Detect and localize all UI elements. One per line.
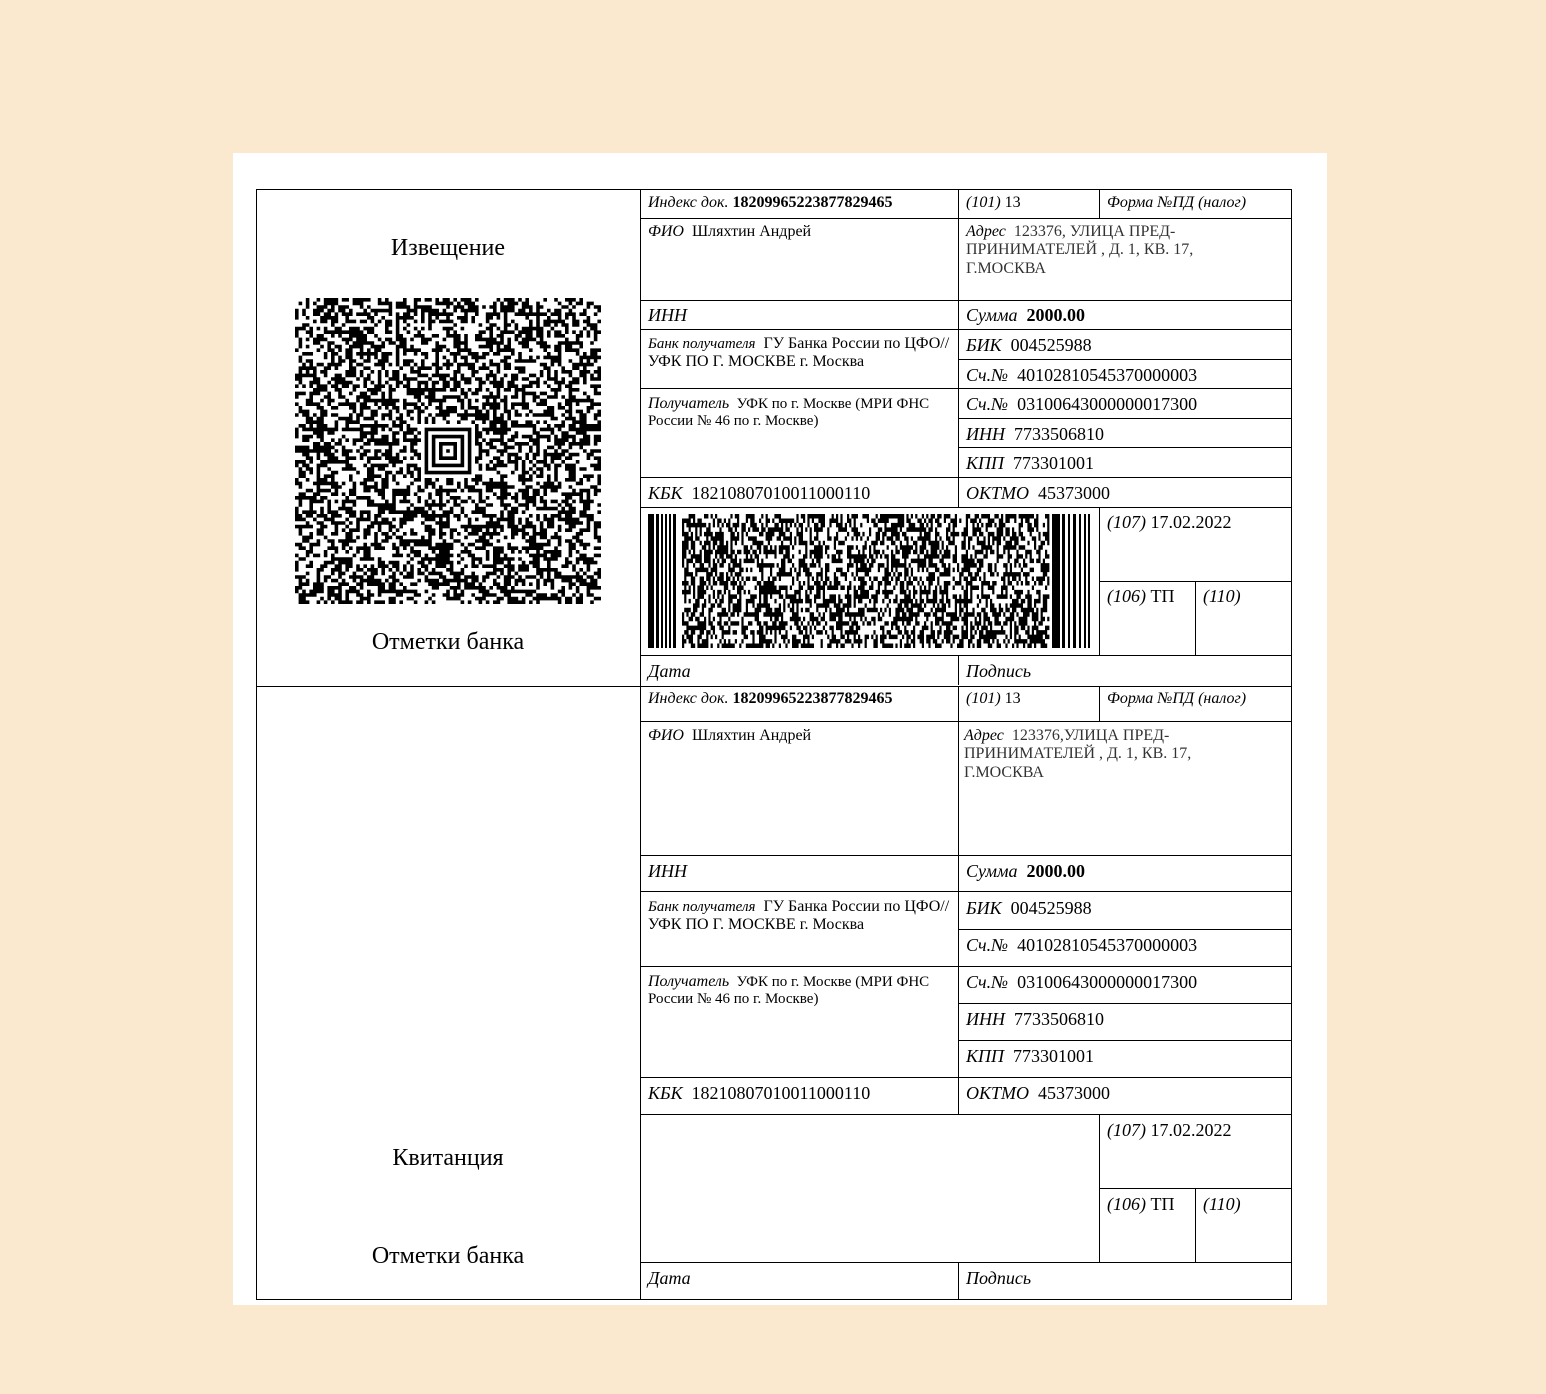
qr-code-icon xyxy=(295,298,601,604)
recipient-inn-value: 7733506810 xyxy=(1014,1009,1104,1029)
kpp-value: 773301001 xyxy=(1012,453,1094,473)
notice-field-107 xyxy=(1107,513,1232,531)
kbk-value: 18210807010011000110 xyxy=(691,1083,871,1103)
sum-label: Сумма xyxy=(966,861,1018,881)
bik-value: 004525988 xyxy=(1010,335,1092,355)
rule xyxy=(1195,581,1196,656)
address-label: Адрес xyxy=(964,727,1004,744)
notice-recipient xyxy=(648,395,948,431)
notice-field-101 xyxy=(966,195,1021,211)
recipient-inn-label: ИНН xyxy=(966,1009,1005,1029)
field-106-value: ТП xyxy=(1150,586,1175,606)
date-label: Дата xyxy=(648,661,691,681)
rule xyxy=(958,1003,1291,1004)
rule xyxy=(640,1262,1291,1263)
index-label: Индекс док. xyxy=(648,690,729,707)
rule xyxy=(958,929,1291,930)
account1-value: 40102810545370000003 xyxy=(1017,365,1198,385)
field-106-label: (106) xyxy=(1107,1194,1146,1214)
notice-bik xyxy=(966,336,1092,354)
account2-label: Сч.№ xyxy=(966,394,1009,414)
notice-heading: Извещение xyxy=(390,235,506,261)
notice-bank-marks: Отметки банка xyxy=(371,629,525,655)
rule xyxy=(640,655,1291,656)
kbk-label: КБК xyxy=(648,483,683,503)
receipt-account1 xyxy=(966,936,1197,954)
bank-value: ГУ Банка России по ЦФО//УФК ПО Г. МОСКВЕ г. Москва xyxy=(648,335,950,371)
kpp-value: 773301001 xyxy=(1012,1046,1094,1066)
fio-label: ФИО xyxy=(648,727,684,744)
sum-value: 2000.00 xyxy=(1026,305,1086,325)
account1-label: Сч.№ xyxy=(966,935,1009,955)
bik-label: БИК xyxy=(966,898,1002,918)
rule xyxy=(640,891,1291,892)
rule xyxy=(640,477,1291,478)
field-101-label: (101) xyxy=(966,194,1001,211)
inn-label: ИНН xyxy=(648,305,687,325)
oktmo-value: 45373000 xyxy=(1037,483,1110,503)
field-110-label: (110) xyxy=(1203,1194,1241,1214)
receipt-header-divider xyxy=(1099,686,1100,722)
receipt-account2 xyxy=(966,973,1197,991)
receipt-heading: Квитанция xyxy=(392,1145,504,1171)
field-101-value: 13 xyxy=(1004,690,1021,707)
date-label: Дата xyxy=(648,1268,691,1288)
oktmo-value: 45373000 xyxy=(1037,1083,1110,1103)
field-107-label: (107) xyxy=(1107,1120,1146,1140)
receipt-sum xyxy=(966,862,1085,880)
rule xyxy=(958,447,1291,448)
rule xyxy=(640,300,1291,301)
index-value: 18209965223877829465 xyxy=(732,690,893,707)
oktmo-label: ОКТМО xyxy=(966,483,1029,503)
receipt-fio xyxy=(648,728,811,744)
notice-header-divider xyxy=(1099,190,1100,219)
recipient-label: Получатель xyxy=(648,395,730,412)
notice-kbk xyxy=(648,484,870,502)
receipt-inner-divider xyxy=(958,686,959,1114)
rule xyxy=(958,1040,1291,1041)
receipt-field-107 xyxy=(1107,1121,1232,1139)
notice-bank xyxy=(648,335,954,372)
fio-label: ФИО xyxy=(648,223,684,240)
receipt-recipient-inn xyxy=(966,1010,1104,1028)
barcode-icon xyxy=(648,514,1092,648)
receipt-recipient xyxy=(648,973,948,1009)
kbk-value: 18210807010011000110 xyxy=(691,483,871,503)
notice-index xyxy=(648,195,892,211)
signature-label: Подпись xyxy=(966,1268,1032,1288)
receipt-bik xyxy=(966,899,1092,917)
field-107-label: (107) xyxy=(1107,512,1146,532)
field-107-value: 17.02.2022 xyxy=(1150,512,1232,532)
recipient-value: УФК по г. Москве (МРИ ФНС России № 46 по г. Москве) xyxy=(648,974,930,1008)
field-106-label: (106) xyxy=(1107,586,1146,606)
receipt-field-101 xyxy=(966,691,1021,707)
rule xyxy=(640,329,1291,330)
rule xyxy=(640,1114,1291,1115)
recipient-inn-value: 7733506810 xyxy=(1014,424,1104,444)
rule xyxy=(958,418,1291,419)
rule xyxy=(1099,1114,1100,1263)
account2-label: Сч.№ xyxy=(966,972,1009,992)
recipient-value: УФК по г. Москве (МРИ ФНС России № 46 по г. Москве) xyxy=(648,396,930,430)
notice-account2 xyxy=(966,395,1197,413)
bik-value: 004525988 xyxy=(1010,898,1092,918)
rule xyxy=(640,218,1291,219)
section-divider xyxy=(257,686,1291,687)
address-label: Адрес xyxy=(966,223,1006,240)
field-106-value: ТП xyxy=(1150,1194,1175,1214)
receipt-bank-marks: Отметки банка xyxy=(371,1243,525,1269)
rule xyxy=(640,388,1291,389)
bank-label: Банк получателя xyxy=(648,336,756,352)
recipient-label: Получатель xyxy=(648,973,730,990)
sum-value: 2000.00 xyxy=(1026,861,1086,881)
receipt-field-106 xyxy=(1107,1195,1175,1213)
account2-value: 03100643000000017300 xyxy=(1017,394,1198,414)
field-110-label: (110) xyxy=(1203,586,1241,606)
rule xyxy=(640,507,1291,508)
account2-value: 03100643000000017300 xyxy=(1017,972,1198,992)
kpp-label: КПП xyxy=(966,1046,1004,1066)
rule xyxy=(958,359,1291,360)
recipient-inn-label: ИНН xyxy=(966,424,1005,444)
kbk-label: КБК xyxy=(648,1083,683,1103)
fio-value: Шляхтин Андрей xyxy=(691,223,812,240)
address-value: 123376, УЛИЦА ПРЕД-ПРИНИМАТЕЛЕЙ , Д. 1, КВ. 17, Г.МОСКВА xyxy=(966,223,1194,277)
form-label: Форма №ПД (налог) xyxy=(1107,690,1247,707)
rule xyxy=(1195,1188,1196,1263)
receipt-bank xyxy=(648,898,954,935)
rule xyxy=(640,966,1291,967)
receipt-address xyxy=(964,727,1264,782)
field-101-label: (101) xyxy=(966,690,1001,707)
form-label: Форма №ПД (налог) xyxy=(1107,194,1247,211)
notice-kpp xyxy=(966,454,1094,472)
column-divider xyxy=(640,190,641,1299)
rule xyxy=(640,1077,1291,1078)
field-107-value: 17.02.2022 xyxy=(1150,1120,1232,1140)
receipt-kpp xyxy=(966,1047,1094,1065)
fio-value: Шляхтин Андрей xyxy=(691,727,812,744)
rule xyxy=(640,855,1291,856)
receipt-kbk xyxy=(648,1084,870,1102)
bank-value: ГУ Банка России по ЦФО//УФК ПО Г. МОСКВЕ г. Москва xyxy=(648,898,950,934)
account1-label: Сч.№ xyxy=(966,365,1009,385)
rule xyxy=(640,721,1291,722)
notice-sum xyxy=(966,306,1085,324)
index-value: 18209965223877829465 xyxy=(732,194,893,211)
notice-fio xyxy=(648,224,811,240)
signature-label: Подпись xyxy=(966,661,1032,681)
index-label: Индекс док. xyxy=(648,194,729,211)
oktmo-label: ОКТМО xyxy=(966,1083,1029,1103)
kpp-label: КПП xyxy=(966,453,1004,473)
notice-recipient-inn xyxy=(966,425,1104,443)
rule xyxy=(958,1262,959,1299)
account1-value: 40102810545370000003 xyxy=(1017,935,1198,955)
bank-label: Банк получателя xyxy=(648,899,756,915)
notice-oktmo xyxy=(966,484,1110,502)
address-value: 123376,УЛИЦА ПРЕД-ПРИНИМАТЕЛЕЙ , Д. 1, КВ. 17, Г.МОСКВА xyxy=(964,727,1192,781)
notice-address xyxy=(966,223,1266,278)
field-101-value: 13 xyxy=(1004,194,1021,211)
sum-label: Сумма xyxy=(966,305,1018,325)
notice-account1 xyxy=(966,366,1197,384)
bik-label: БИК xyxy=(966,335,1002,355)
notice-field-106 xyxy=(1107,587,1175,605)
rule xyxy=(1099,507,1100,656)
inn-label: ИНН xyxy=(648,861,687,881)
receipt-oktmo xyxy=(966,1084,1110,1102)
receipt-index xyxy=(648,691,892,707)
